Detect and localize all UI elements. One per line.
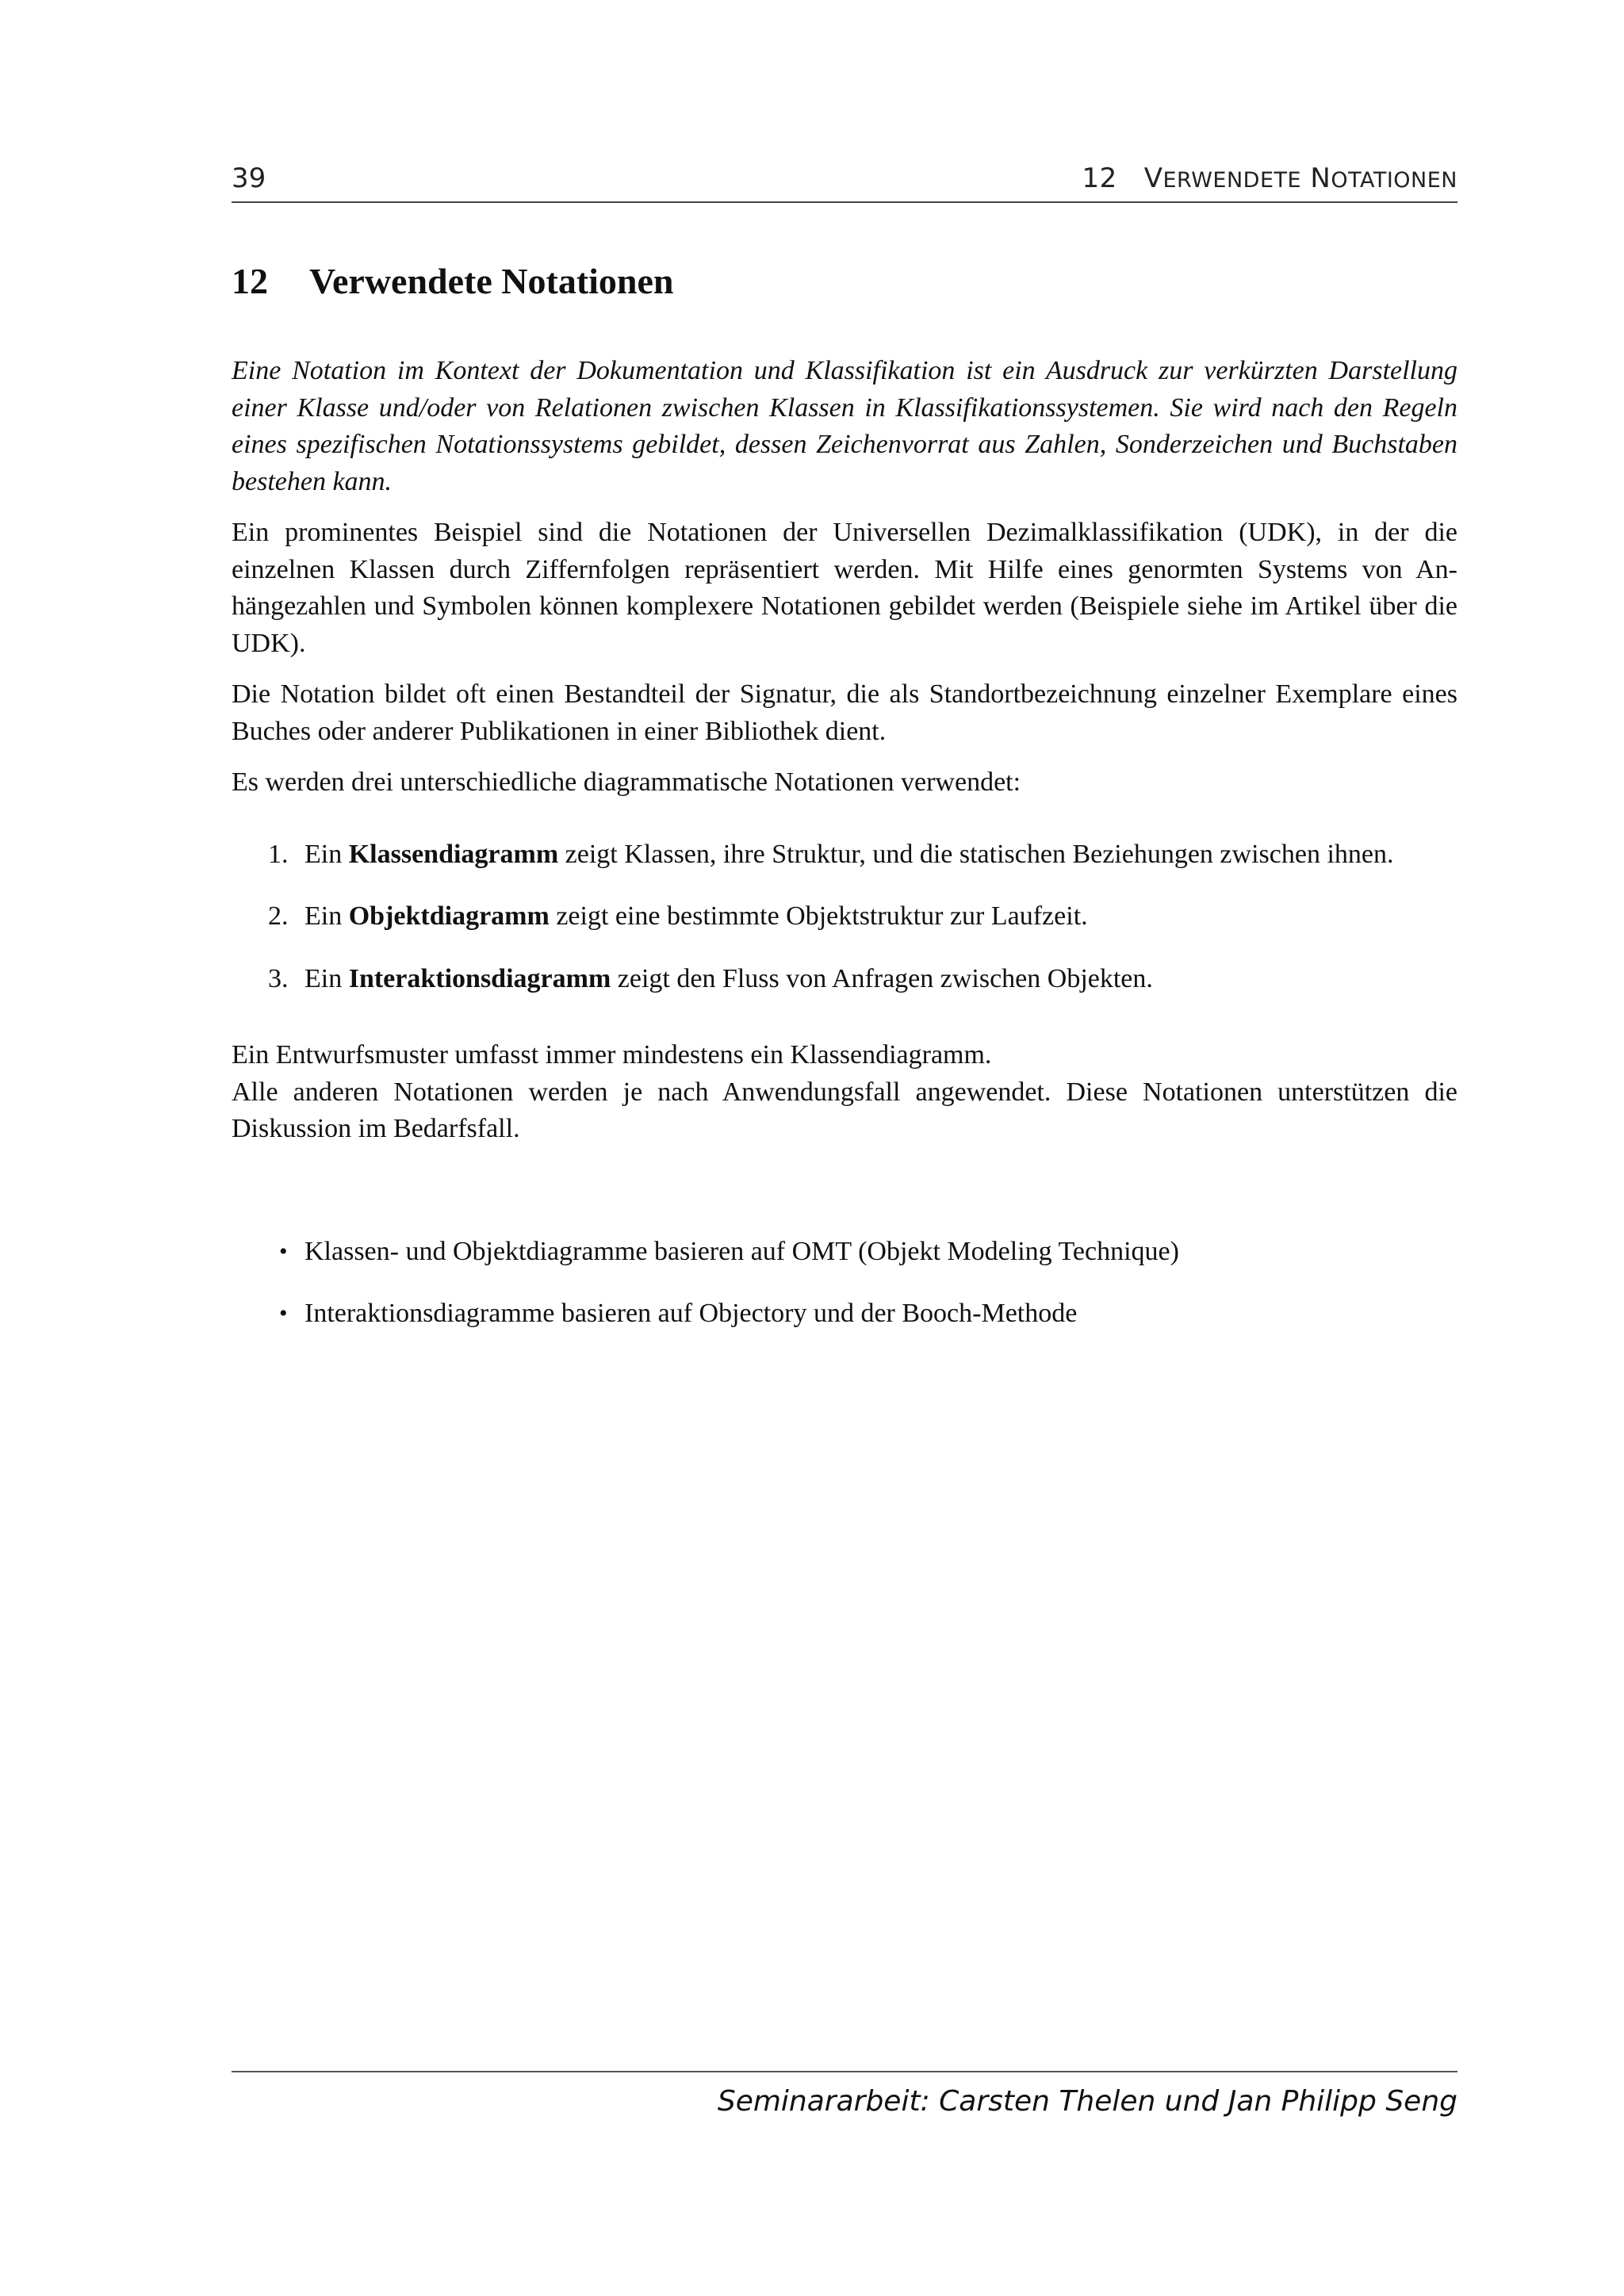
list-item-text: zeigt Klassen, ihre Struktur, und die statischen Beziehungen zwischen ihnen. (558, 839, 1394, 869)
list-item-term: Interaktionsdiagramm (348, 963, 611, 993)
list-item (232, 898, 1457, 936)
page-number: 39 (232, 163, 266, 194)
udk-paragraph: Ein prominentes Beispiel sind die Notationen der Universellen Dezimalklassifikation (UDK), in der die einzelnen Klassen durch Ziffernfolgen repräsentiert werden. Mit Hilfe eines genormten Systems von Anhängezahlen und Symbolen können komplexere Notationen gebildet werden (Beispiele siehe im Artikel über die UDK). (232, 518, 1457, 658)
closing-line: Alle anderen Notationen werden je nach Anwendungsfall angewendet. Diese Notationen unterstützen die Diskussion im Bedarfsfall. (232, 1077, 1457, 1143)
running-title-cap: V (1143, 163, 1163, 194)
intro-paragraph: Eine Notation im Kontext der Dokumentation und Klassifikation ist ein Ausdruck zur verkürzten Darstellung einer Klasse und/oder von Relationen zwischen Klassen in Klassifikationssystemen. Sie wird nach den Regeln eines spezifischen Notationssystems gebildet, dessen Zeichenvorrat aus Zahlen, Sonderzeichen und Buchstaben bestehen kann. (232, 356, 1457, 496)
list-item-term: Klassendiagramm (348, 839, 559, 869)
diagram-type-list (232, 836, 1457, 998)
list-item-text: zeigt den Fluss von Anfragen zwischen Objekten. (611, 963, 1153, 993)
signatur-paragraph: Die Notation bildet oft einen Bestandteil der Signatur, die als Standortbezeichnung einzelner Exemplare eines Buches oder anderer Publikationen in einer Bibliothek dient. (232, 679, 1457, 746)
section-heading (232, 260, 674, 302)
bullet-icon: • (279, 1300, 288, 1326)
running-title-smallcaps: OTATIONEN (1331, 168, 1457, 193)
list-item (232, 836, 1457, 874)
list-item-text: Ein (304, 839, 349, 869)
page-footer: Seminararbeit: Carsten Thelen und Jan Philipp Seng (717, 2085, 1457, 2118)
footer-divider (232, 2071, 1457, 2072)
list-item (232, 961, 1457, 998)
list-number: 1. (268, 839, 289, 869)
running-title-number: 12 (1082, 163, 1117, 194)
list-item-term: Objektdiagramm (348, 901, 550, 931)
header-divider (232, 201, 1457, 203)
bullet-icon: • (279, 1238, 288, 1265)
bullet-text: Klassen- und Objektdiagramme basieren auf OMT (Objekt Modeling Technique) (304, 1236, 1179, 1266)
running-title-cap: N (1310, 163, 1331, 194)
list-item-text: Ein (304, 901, 349, 931)
notation-basis-list (232, 1234, 1457, 1333)
list-item-text: zeigt eine bestimmte Objektstruktur zur Laufzeit. (549, 901, 1088, 931)
lead-paragraph: Es werden drei unterschiedliche diagrammatische Notationen verwendet: (232, 767, 1021, 797)
bullet-text: Interaktionsdiagramme basieren auf Objectory und der Booch-Methode (304, 1299, 1078, 1328)
closing-line: Ein Entwurfsmuster umfasst immer mindestens ein Klassendiagramm. (232, 1040, 992, 1070)
list-item-text: Ein (304, 963, 349, 993)
closing-paragraph (232, 1037, 1457, 1148)
section-body (232, 353, 1457, 1358)
running-title (1082, 163, 1458, 194)
running-title-smallcaps: ERWENDETE (1162, 168, 1302, 193)
list-number: 3. (268, 963, 289, 993)
list-number: 2. (268, 901, 289, 931)
section-number: 12 (232, 261, 268, 301)
running-header (232, 163, 1457, 202)
bullet-item (232, 1295, 1457, 1333)
section-title: Verwendete Notationen (309, 261, 674, 301)
bullet-item (232, 1234, 1457, 1271)
